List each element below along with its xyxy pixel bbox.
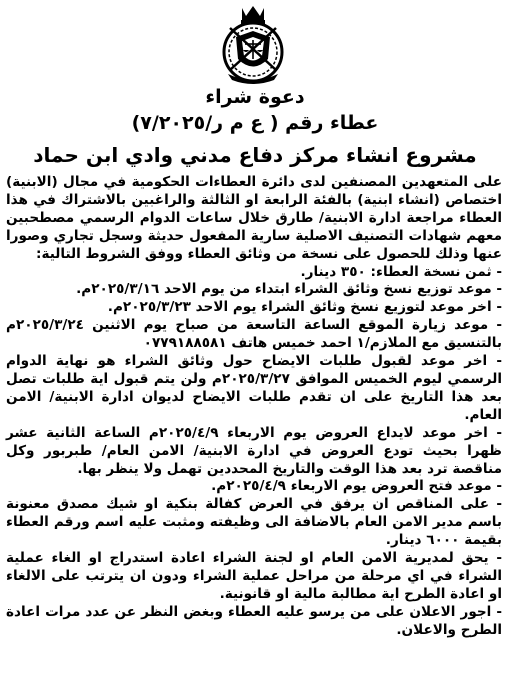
condition-item: - موعد زيارة الموقع الساعة التاسعة من صباح يوم الاثنين ٢٠٢٥/٣/٢٤م بالتنسيق مع الملازم/١ احمد خميس هاتف ٠٧٧٩١٨٨٥٨١	[6, 317, 502, 352]
condition-item: - على المناقص ان يرفق في العرض كفالة بنكية او شيك مصدق معنونة باسم مدير الامن العام بالاضافة الى وظيفته ومثبت عليه اسم ورقم العطاء بقيمة ٦٠٠٠ دينار.	[6, 496, 502, 549]
condition-item: - اخر موعد لتوزيع نسخ وثائق الشراء يوم الاحد ٢٠٢٥/٣/٢٣م.	[107, 299, 502, 316]
tender-number: عطاء رقم ( ع م ر/٧/٢٠٢٥)	[131, 112, 379, 134]
jordan-public-security-emblem-icon	[212, 4, 294, 86]
project-title: مشروع انشاء مركز دفاع مدني وادي ابن حماد	[33, 143, 477, 167]
condition-item: - موعد توزيع نسخ وثائق الشراء ابتداء من يوم الاحد ٢٠٢٥/٣/١٦م.	[76, 281, 502, 298]
condition-item: - موعد فتح العروض يوم الاربعاء ٢٠٢٥/٤/٩م.	[211, 478, 502, 495]
invitation-title: دعوة شراء	[205, 86, 305, 108]
condition-item: - يحق لمديرية الامن العام او لجنة الشراء اعادة استدراج او الغاء عملية الشراء في اي مرحلة من مراحل عملية الشراء ودون ان يترتب على الالغاء او اعادة الطرح اية مطالبة مالية او قانونية.	[6, 550, 502, 602]
intro-paragraph: على المتعهدين المصنفين لدى دائرة العطاءات الحكومية في مجال (الابنية) اختصاص (انشاء ابنية) بالفئة الرابعة او الثالثة والراغبين بالاشتراك في هذا العطاء مراجعة ادارة الابنية/ طارق خلال ساعات الدوام الرسمي مصطحبين معهم شهادات التصنيف الاصلية سارية المفعول حديثة وسجل تجاري وصورا عنها وذلك للحصول على نسخة من وثائق العطاء ووفق الشروط التالية:	[6, 174, 502, 262]
announcement-body	[6, 174, 502, 640]
condition-item: - اخر موعد لقبول طلبات الايضاح حول وثائق الشراء هو نهاية الدوام الرسمي ليوم الخميس الموافق ٢٠٢٥/٣/٢٧م ولن يتم قبول اية طلبات تصل بعد هذا التاريخ على ان تقدم طلبات الايضاح لديوان ادارة الابنية/ الامن العام.	[6, 353, 502, 423]
condition-item: - اخر موعد لايداع العروض يوم الاربعاء ٢٠٢٥/٤/٩م الساعة الثانية عشر ظهرا بحيث تودع العروض في ادارة الابنية/ الامن العام/ طبربور وكل مناقصة ترد بعد هذا الوقت والتاريخ المحددين تهمل ولا ينظر بها.	[6, 424, 503, 477]
condition-item: - اجور الاعلان على من يرسو عليه العطاء وبغض النظر عن عدد مرات اعادة الطرح والاعلان.	[6, 603, 502, 638]
condition-item: - ثمن نسخة العطاء: ٣٥٠ دينار.	[300, 263, 502, 280]
